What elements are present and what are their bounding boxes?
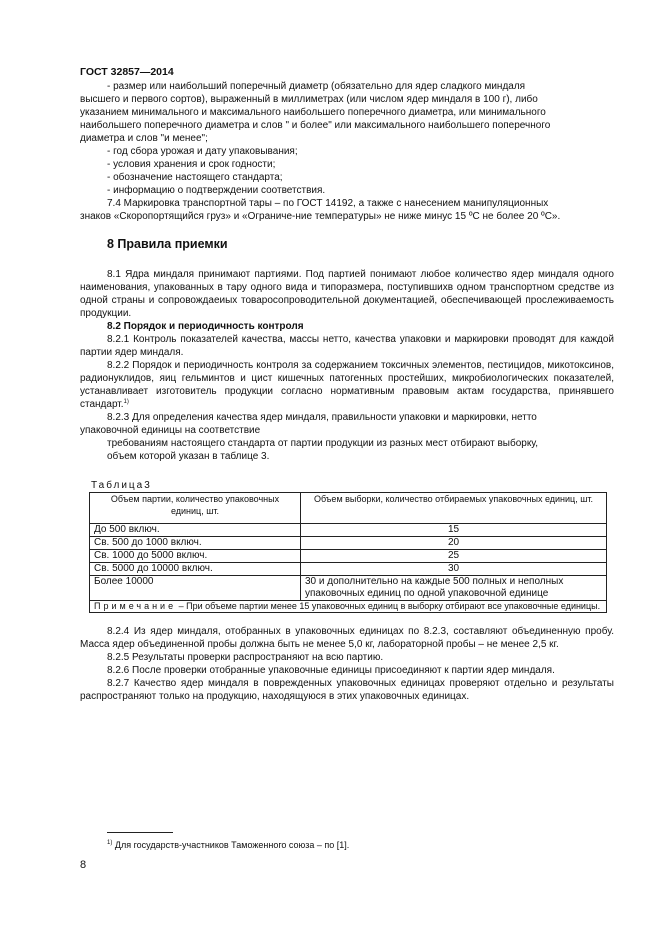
list-item: - обозначение настоящего стандарта; [107,172,283,183]
table-cell-sample: 30 [301,563,607,576]
table-cell-lot: До 500 включ. [90,524,301,537]
footnote-separator [107,832,173,833]
footnote-mark: 1) [107,840,113,846]
paragraph-8-1: 8.1 Ядра миндаля принимают партиями. Под партией понимают любое количество ядер миндаля одного наименования, упакованных в тару одного вида и типоразмера, поступившихв одном транспортном средстве из одной страны и сопровождаеиых товаросопроводительной документацией, обеспечивающей прослеживаемость продукции. [80,269,614,319]
subsection-8-2-title: 8.2 Порядок и периодичность контроля [107,321,304,332]
paragraph-8-2-3-line2: упаковочной единицы на соответствие [80,425,261,436]
table-row [90,524,607,537]
paragraph-7-4-line2: знаков «Скоропортящийся груз» и «Ограниче-ние температуры» не ниже минус 15 ºС не более 20 ºС». [80,211,561,222]
note-text: – При объеме партии менее 15 упаковочных единиц в выборку отбирают все упаковочные единицы. [176,601,601,611]
paragraph-8-2-2 [80,359,614,411]
table-cell-lot: Св. 5000 до 10000 включ. [90,563,301,576]
list-item: - год сбора урожая и дату упаковывания; [107,146,298,157]
text-line: диаметра и слов "и менее"; [80,133,208,144]
table-header-cell: Объем выборки, количество отбираемых упаковочных единиц, шт. [301,493,607,524]
table-row [90,576,607,601]
document-body [80,80,614,703]
table-header-row [90,493,607,524]
table-cell-lot: Св. 1000 до 5000 включ. [90,550,301,563]
page-number: 8 [80,859,87,871]
table-note [90,601,607,613]
table-row [90,550,607,563]
table-3 [89,492,607,613]
table-cell-sample: 20 [301,537,607,550]
text-line: высшего и первого сортов), выраженный в миллиметрах (или числом ядер миндаля в 100 г), либо [80,94,538,105]
table-cell-sample: 15 [301,524,607,537]
paragraph-8-2-6: 8.2.6 После проверки отобранные упаковочные единицы присоединяют к партии ядер миндаля. [107,665,555,676]
paragraph-8-2-7: 8.2.7 Качество ядер миндаля в поврежденных упаковочных единицах проверяют отдельно и результаты распространяют только на продукцию, находящуюся в этих упаковочных единицах. [80,678,614,702]
table-header-cell: Объем партии, количество упаковочных единиц, шт. [90,493,301,524]
text-line: - размер или наибольший поперечный диаметр (обязательно для ядер сладкого миндаля [107,81,526,92]
table-cell-lot: Св. 500 до 1000 включ. [90,537,301,550]
footnote [107,839,349,852]
paragraph-7-4-line1: 7.4 Маркировка транспортной тары – по ГОСТ 14192, а также с нанесением манипуляционных [107,198,549,209]
footnote-ref: 1) [123,399,129,405]
paragraph-8-2-3-line4: объем которой указан в таблице 3. [107,451,270,462]
footnote-text: Для государств-участников Таможенного союза – по [1]. [112,840,350,850]
paragraph-8-2-3-line1: 8.2.3 Для определения качества ядер миндаля, правильности упаковки и маркировки, нетто [107,412,537,423]
list-item: - условия хранения и срок годности; [107,159,276,170]
paragraph-8-2-1: 8.2.1 Контроль показателей качества, массы нетто, качества упаковки и маркировки проводят для каждой партии ядер миндаля. [80,334,614,358]
note-label: Примечание [94,601,177,611]
document-header: ГОСТ 32857—2014 [80,66,174,78]
table-row [90,537,607,550]
table-cell-sample: 25 [301,550,607,563]
table-cell-sample: 30 и дополнительно на каждые 500 полных и неполных упаковочных единиц по одной упаковочной единице [301,576,607,601]
paragraph-8-2-2-text: 8.2.2 Порядок и периодичность контроля за содержанием токсичных элементов, пестицидов, микотоксинов, радионуклидов, яиц гельминтов и цист кишечных патогенных простейших, микробиологических показателей, устанавливает изготовитель продукции согласно нормативным правовым актам государства, принявшего стандарт. [80,360,614,410]
table-caption: Таблица3 [91,480,152,491]
after-table-section [80,625,614,703]
size-list-item [80,80,614,145]
paragraph-8-2-5: 8.2.5 Результаты проверки распространяют на всю партию. [107,652,384,663]
table-note-row [90,601,607,613]
table-cell-lot: Более 10000 [90,576,301,601]
paragraph-8-2-3-line3: требованиям настоящего стандарта от партии продукции из разных мест отбирают выборку, [107,438,539,449]
text-line: наибольшего поперечного диаметра и слов " и более" или максимального наибольшего поперечного [80,120,551,131]
paragraph-8-2-4: 8.2.4 Из ядер миндаля, отобранных в упаковочных единицах по 8.2.3, составляют объединенную пробу. Масса ядер объединенной пробы должна быть не менее 5,0 кг, лабораторной пробы – не менее 2,5 кг. [80,626,614,650]
section-8-title: 8 Правила приемки [107,237,228,251]
table-row [90,563,607,576]
list-item: - информацию о подтверждении соответствия. [107,185,326,196]
text-line: указанием минимального и максимального наибольшего поперечного диаметра, или минимального [80,107,546,118]
